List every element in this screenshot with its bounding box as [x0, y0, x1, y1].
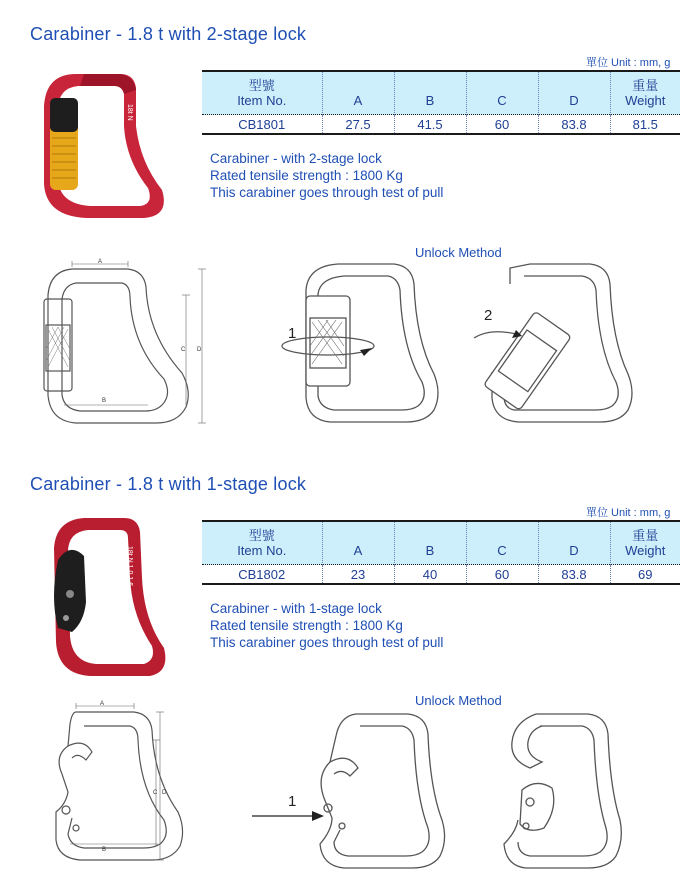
- cell-d: 83.8: [538, 115, 610, 135]
- dimension-drawing: [40, 700, 220, 875]
- table-header-row: [202, 521, 680, 565]
- unlock-step-2-diagram: [496, 712, 626, 877]
- header-weight: 重量 Weight: [610, 71, 680, 115]
- cell-b: 41.5: [394, 115, 466, 135]
- header-weight: 重量 Weight: [610, 521, 680, 565]
- header-d: D: [538, 521, 610, 565]
- header-b: B: [394, 521, 466, 565]
- unlock-step-1-diagram: [250, 712, 450, 877]
- unlock-step-2-diagram: [470, 260, 640, 430]
- description-line: Rated tensile strength : 1800 Kg: [210, 168, 403, 183]
- description: [210, 150, 443, 201]
- dim-label-d: D: [162, 790, 167, 796]
- spec-table: [202, 70, 680, 135]
- product-photo-carabiner-1-stage: [44, 512, 174, 682]
- section-title: Carabiner - 1.8 t with 2-stage lock: [30, 24, 307, 44]
- table-row: [202, 115, 680, 135]
- header-a: A: [322, 71, 394, 115]
- description-line: Rated tensile strength : 1800 Kg: [210, 618, 403, 633]
- header-d: D: [538, 71, 610, 115]
- cell-weight: 69: [638, 566, 653, 582]
- header-b: B: [394, 71, 466, 115]
- dim-label-a: A: [98, 259, 103, 265]
- cell-a: 23: [322, 565, 394, 585]
- dim-label-b: B: [102, 847, 107, 853]
- cell-item-no: CB1801: [202, 115, 322, 135]
- header-c: C: [466, 521, 538, 565]
- dim-label-b: B: [102, 398, 107, 404]
- unlock-method-label: Unlock Method: [415, 693, 502, 708]
- unlock-step-1-diagram: [280, 260, 450, 430]
- step-label-1: 1: [288, 325, 297, 342]
- section-title: Carabiner - 1.8 t with 1-stage lock: [30, 474, 307, 494]
- spec-table: [202, 520, 680, 585]
- product-marking: 18t N: [126, 104, 133, 121]
- header-a: A: [322, 521, 394, 565]
- unit-label: 單位 Unit : mm, g: [586, 507, 671, 519]
- header-item-no: 型號 Item No.: [202, 521, 322, 565]
- cell-a: 27.5: [322, 115, 394, 135]
- dimension-drawing: [36, 255, 216, 435]
- description-line: This carabiner goes through test of pull: [210, 635, 444, 650]
- header-c: C: [466, 71, 538, 115]
- cell-c: 60: [466, 115, 538, 135]
- step-label-1: 1: [288, 793, 297, 810]
- description-line: Carabiner - with 2-stage lock: [210, 151, 382, 166]
- description-line: This carabiner goes through test of pull: [210, 185, 444, 200]
- cell-c: 60: [466, 565, 538, 585]
- cell-weight: 81.5: [632, 116, 658, 132]
- description-line: Carabiner - with 1-stage lock: [210, 601, 382, 616]
- step-label-2: 2: [484, 307, 493, 324]
- description: [210, 600, 443, 651]
- table-row: [202, 565, 680, 585]
- cell-b: 40: [394, 565, 466, 585]
- dim-label-c: C: [181, 347, 186, 353]
- product-photo-carabiner-2-stage: [36, 66, 176, 226]
- cell-d: 83.8: [538, 565, 610, 585]
- dim-label-a: A: [100, 701, 105, 707]
- table-header-row: [202, 71, 680, 115]
- unit-label: 單位 Unit : mm, g: [586, 57, 671, 69]
- product-marking: 18t N 1.0.1.6: [126, 546, 133, 587]
- unlock-method-label: Unlock Method: [415, 245, 502, 260]
- dim-label-c: C: [153, 790, 158, 796]
- header-item-no: 型號 Item No.: [202, 71, 322, 115]
- dim-label-d: D: [197, 347, 202, 353]
- cell-item-no: CB1802: [202, 565, 322, 585]
